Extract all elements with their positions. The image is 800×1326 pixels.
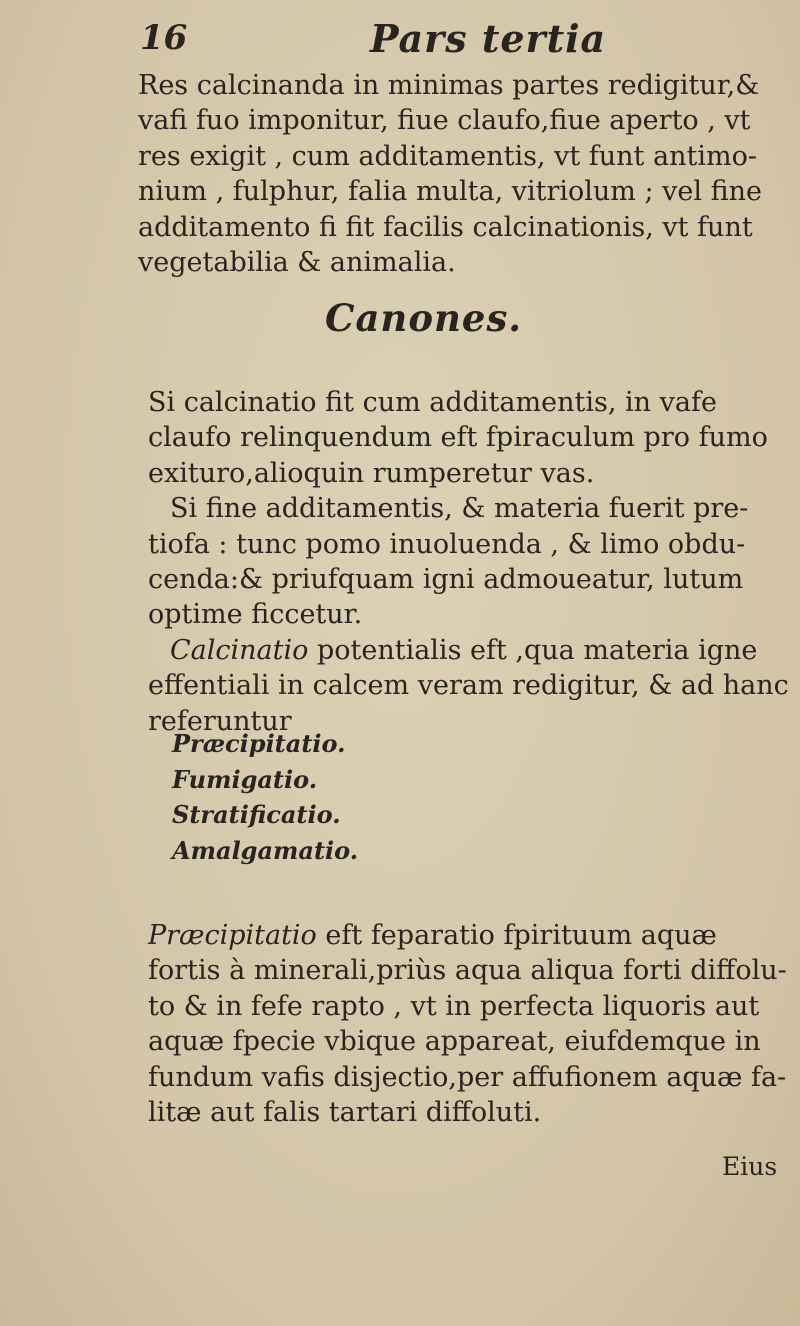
text-line: [148, 918, 798, 953]
text-line: referuntur: [148, 705, 292, 737]
text-line: vafi fuo imponitur, fiue claufo,fiue aperto , vt: [138, 105, 751, 137]
text-line: aquæ fpecie vbique appareat, eiufdemque in: [148, 1026, 761, 1058]
text-line: nium , fulphur, falia multa, vitriolum ; vel fine: [138, 176, 762, 208]
running-head: Pars tertia: [370, 16, 607, 61]
text-run: potentialis eft ,qua materia igne: [308, 635, 758, 666]
text-line: Res calcinanda in minimas partes redigitur,&: [138, 70, 760, 101]
praecipitatio-paragraph: [148, 918, 798, 1130]
text-line: fortis à minerali,priùs aqua aliqua forti diffolu-: [148, 955, 787, 987]
text-line: Si calcinatio fit cum additamentis, in vafe: [148, 387, 717, 418]
list-item: Fumigatio.: [172, 764, 318, 794]
text-line: claufo relinquendum eft fpiraculum pro fumo: [148, 422, 768, 454]
section-title: Canones.: [325, 296, 523, 340]
list-item: Amalgamatio.: [172, 835, 359, 865]
page-number: 16: [140, 18, 188, 58]
text-line: litæ aut falis tartari diffoluti.: [148, 1097, 542, 1129]
catchword: Eius: [722, 1152, 778, 1181]
terms-list: [172, 726, 572, 868]
text-line: fundum vafis disjectio,per affufionem aquæ fa-: [148, 1061, 787, 1093]
text-line: Si fine additamentis, & materia fuerit pre-: [170, 493, 749, 525]
text-line: effentiali in calcem veram redigitur, & ad hanc: [148, 670, 789, 702]
text-line: [148, 633, 798, 668]
page-header: [140, 14, 780, 64]
text-line: cenda:& priufquam igni admoueatur, lutum: [148, 564, 744, 596]
canons-paragraph: [148, 385, 798, 633]
text-line: optime ficcetur.: [148, 599, 363, 631]
calcinatio-potentialis-paragraph: [148, 633, 798, 739]
text-run: eft feparatio fpirituum aquæ: [316, 920, 717, 951]
text-line: to & in fefe rapto , vt in perfecta liquoris aut: [148, 990, 760, 1022]
text-line: tiofa : tunc pomo inuoluenda , & limo obdu-: [148, 528, 746, 560]
list-item: Stratificatio.: [172, 800, 341, 829]
text-line: exituro,alioquin rumperetur vas.: [148, 457, 595, 489]
intro-paragraph: [138, 68, 788, 280]
term-calcinatio: Calcinatio: [170, 635, 309, 666]
term-praecipitatio: Præcipitatio: [148, 920, 317, 951]
list-item: Præcipitatio.: [172, 729, 346, 758]
text-line: vegetabilia & animalia.: [138, 247, 456, 279]
text-line: additamento fi fit facilis calcinationis, vt funt: [138, 211, 753, 243]
text-line: res exigit , cum additamentis, vt funt antimo-: [138, 140, 757, 172]
